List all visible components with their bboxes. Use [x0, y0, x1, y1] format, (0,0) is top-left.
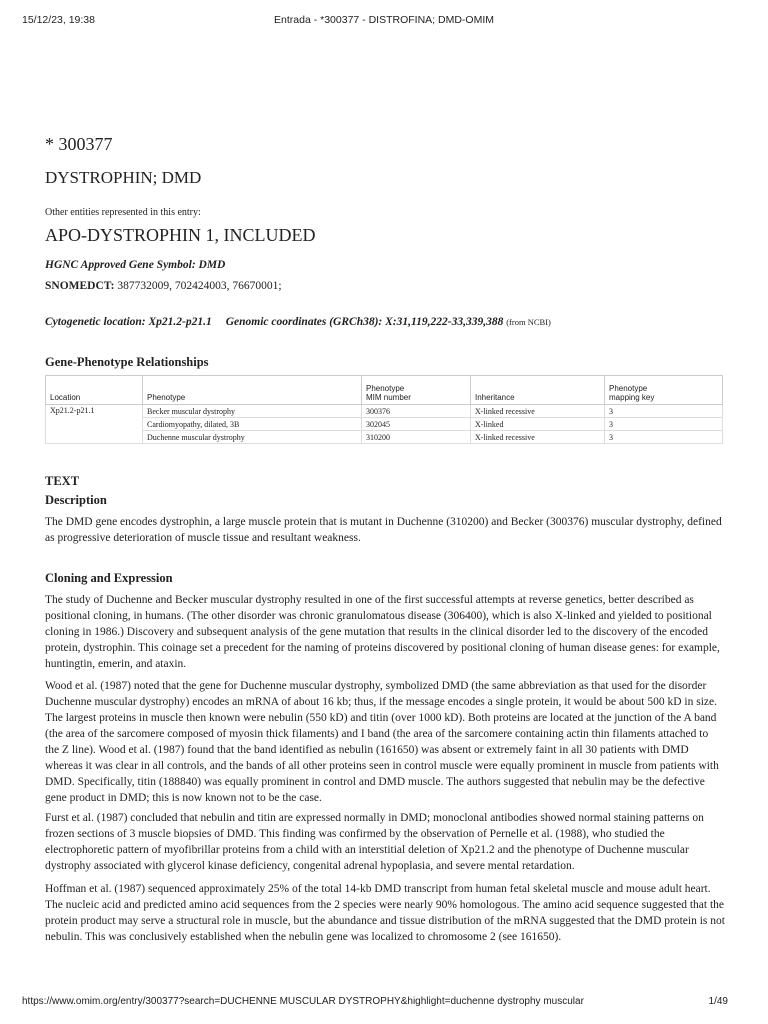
- text-heading: TEXT: [45, 474, 80, 488]
- gene-phenotype-heading: Gene-Phenotype Relationships: [45, 355, 209, 369]
- table-header-row: [46, 376, 723, 405]
- cloning-paragraph-4: Hoffman et al. (1987) sequenced approximately 25% of the total 14-kb DMD transcript from human fetal skeletal muscle and mouse adult heart. The nucleic acid and predicted amino acid sequences from the 2 species were nearly 90% homologous. The amino acid sequence suggested that the protein product may serve a structural role in muscle, but the abundance and tissue distribution of the mRNA suggested that the DMD protein is not nebulin. This was conclusively established when the nebulin gene was localized to chromosome 2 (see 161650).: [45, 883, 725, 943]
- included-entity: APO-DYSTROPHIN 1, INCLUDED: [45, 225, 316, 245]
- snomed-value: 387732009, 702424003, 76670001;: [114, 280, 282, 292]
- mim-cell[interactable]: 310200: [362, 431, 471, 444]
- cloning-paragraph-1: The study of Duchenne and Becker muscular dystrophy resulted in one of the first successful attempts at reverse genetics, better described as positional cloning, in humans. (The other disorder was chronic granulomatous disease (306400), which is also X-linked and yielded to positional cloning in 1986.) Discovery and subsequent analysis of the gene mutation that results in the clinical disorder led to the discovery of the encoded protein, dystrophin. This coinage set a precedent for the naming of proteins discovered by positional cloning of human disease genes: for example, huntingtin, emerin, and ataxin.: [45, 594, 720, 670]
- location-line: [45, 316, 725, 328]
- hgnc-symbol: HGNC Approved Gene Symbol: DMD: [45, 259, 226, 271]
- ncbi-source: (from NCBI): [506, 317, 551, 327]
- column-header-mim-number: Phenotype MIM number: [362, 376, 471, 405]
- table-row: [46, 431, 723, 444]
- genomic-coordinates[interactable]: Genomic coordinates (GRCh38): X:31,119,222-33,339,388: [225, 316, 504, 328]
- table-row: [46, 418, 723, 431]
- cytogenetic-location: Cytogenetic location: Xp21.2-p21.1: [45, 316, 212, 328]
- gene-phenotype-table: [45, 375, 723, 444]
- column-header-phenotype: Phenotype: [143, 376, 362, 405]
- table-row: [46, 405, 723, 418]
- column-header-mapping-key: Phenotype mapping key: [605, 376, 723, 405]
- mim-cell[interactable]: 300376: [362, 405, 471, 418]
- phenotype-cell: Duchenne muscular dystrophy: [143, 431, 362, 444]
- print-page-title: Entrada - *300377 - DISTROFINA; DMD-OMIM: [274, 14, 494, 26]
- print-datetime: 15/12/23, 19:38: [22, 14, 95, 26]
- column-header-location: Location: [46, 376, 143, 405]
- phenotype-cell: Cardiomyopathy, dilated, 3B: [143, 418, 362, 431]
- mim-cell[interactable]: 302045: [362, 418, 471, 431]
- entry-title: DYSTROPHIN; DMD: [45, 168, 202, 187]
- mapping-key-cell: 3: [605, 431, 723, 444]
- column-header-inheritance: Inheritance: [471, 376, 605, 405]
- cloning-heading: Cloning and Expression: [45, 571, 173, 585]
- inheritance-cell: X-linked recessive: [471, 431, 605, 444]
- snomed-codes: [45, 280, 725, 292]
- snomed-label: SNOMEDCT:: [45, 280, 115, 292]
- inheritance-cell: X-linked recessive: [471, 405, 605, 418]
- footer-page-number: 1/49: [708, 996, 728, 1007]
- location-cell[interactable]: Xp21.2-p21.1: [46, 405, 143, 444]
- other-entities-label: Other entities represented in this entry:: [45, 207, 201, 218]
- cloning-paragraph-2: Wood et al. (1987) noted that the gene for Duchenne muscular dystrophy, symbolized DMD (the same abbreviation as that used for the disorder Duchenne muscular dystrophy) encodes an mRNA of about 16 kb; thus, if the message encodes a single protein, it would be about 500 kD in size. The largest proteins in muscle then known were nebulin (550 kD) and titin (over 1000 kD). Both proteins are located at the junction of the A band (the area of the sarcomere composed of myosin thick filaments) and I band (the area of the sarcomere containing actin thin filaments attached to the Z line). Wood et al. (1987) found that the band identified as nebulin (161650) was absent or extremely faint in all 30 patients with DMD whereas it was clear in all controls, and the bands of all other proteins seen in control muscle were equally prominent in muscle from patients with DMD. Specifically, titin (188840) was equally prominent in control and DMD muscle. The authors suggested that nebulin may be the defective gene product in DMD; this is now known not to be the case.: [45, 680, 719, 804]
- cloning-paragraph-3: Furst et al. (1987) concluded that nebulin and titin are expressed normally in DMD; monoclonal antibodies showed normal staining patterns on frozen sections of 3 muscle biopsies of DMD. This finding was confirmed by the observation of Pernelle et al. (1988), who studied the electrophoretic pattern of myofibrillar proteins from a child with an interstitial deletion of Xp21.2 and the phenotype of Duchenne muscular dystrophy associated with glycerol kinase deficiency, congenital adrenal hypoplasia, and severe mental retardation.: [45, 812, 704, 872]
- description-heading: Description: [45, 493, 107, 507]
- footer-url[interactable]: https://www.omim.org/entry/300377?search=DUCHENNE MUSCULAR DYSTROPHY&highlight=duchenne dystrophy muscular: [22, 996, 584, 1007]
- mapping-key-cell: 3: [605, 405, 723, 418]
- inheritance-cell: X-linked: [471, 418, 605, 431]
- description-paragraph: The DMD gene encodes dystrophin, a large muscle protein that is mutant in Duchenne (310200) and Becker (300376) muscular dystrophy, defined as progressive deterioration of muscle tissue and resultant weakness.: [45, 516, 722, 544]
- mim-number: * 300377: [45, 134, 113, 154]
- mapping-key-cell: 3: [605, 418, 723, 431]
- phenotype-cell: Becker muscular dystrophy: [143, 405, 362, 418]
